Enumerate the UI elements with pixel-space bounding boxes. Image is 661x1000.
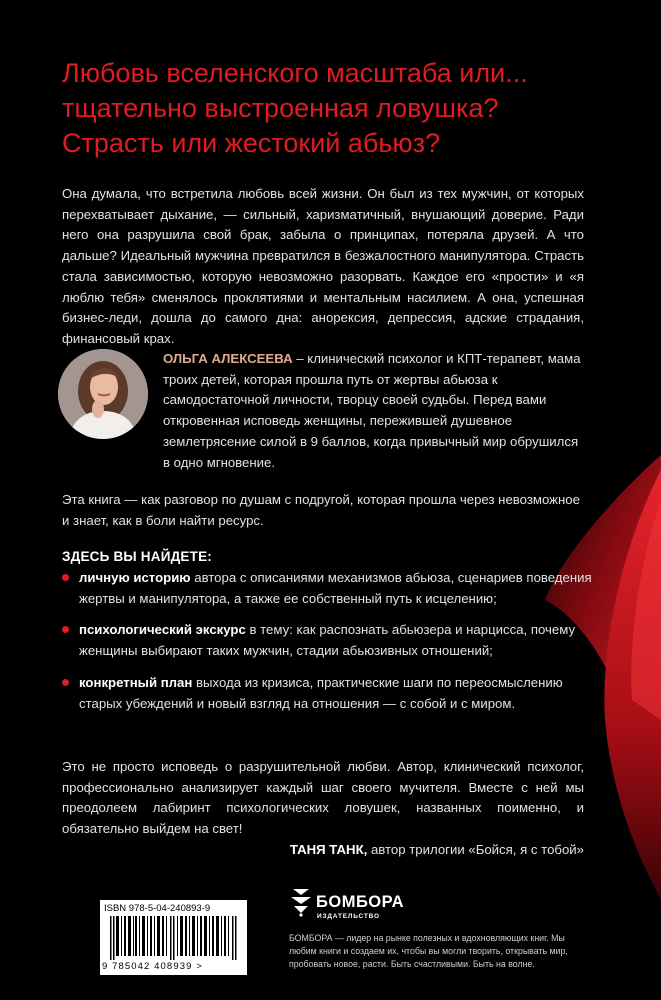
headline-line-3: Страсть или жестокий абьюз? (62, 128, 441, 158)
author-description: – клинический психолог и КПТ-терапевт, мама троих детей, которая прошла путь от жертвы абьюза к самодостаточной личности, творцу своей судьбы. Перед вами откровенная исповедь женщины, пережившей душевное землетрясение силой в 9 баллов, когда привычный мир обрушился в одно мгновение. (163, 351, 581, 470)
headline-line-2: тщательно выстроенная ловушка? (62, 93, 499, 123)
feature-text: в тему: как распознать абьюзера и нарцисса, почему женщины выбирают таких мужчин, стадии абьюзивных отношений; (79, 622, 576, 659)
headline-line-1: Любовь вселенского масштаба или... (62, 58, 528, 88)
barcode (100, 900, 247, 975)
feature-bold: психологический экскурс (79, 622, 246, 638)
barcode-bars (104, 916, 243, 960)
features-list (62, 568, 592, 725)
author-bio (163, 349, 588, 473)
feature-bold: личную историю (79, 570, 191, 585)
publisher-blurb: БОМБОРА — лидер на рынке полезных и вдохновляющих книг. Мы любим книги и создаем их, чтобы вы могли творить, открывать мир, пробовать новое, расти. Быть счастливыми. Быть на волне. (289, 933, 568, 969)
review-signature (200, 840, 584, 861)
feature-text: выхода из кризиса, практические шаги по переосмыслению старых убеждений и новый взгляд на отношения — с собой и с миром. (79, 674, 563, 711)
list-item (62, 620, 592, 661)
publisher-logo-icon (289, 885, 313, 917)
author-photo (58, 349, 148, 439)
features-title: ЗДЕСЬ ВЫ НАЙДЕТЕ: (62, 549, 212, 564)
barcode-digits: 9 785042 408939 > (102, 961, 203, 972)
publisher-subtitle: ИЗДАТЕЛЬСТВО (317, 913, 380, 920)
list-item (62, 568, 592, 609)
conversation-paragraph: Эта книга — как разговор по душам с подругой, которая прошла через невозможное и знает, как в боли найти ресурс. (62, 492, 580, 528)
bullet-icon (62, 574, 69, 581)
list-item (62, 673, 592, 714)
headline (62, 56, 622, 161)
feature-text: автора с описаниями механизмов абьюза, сценариев поведения жертвы и манипулятора, а также ее собственный путь к исцелению; (79, 570, 592, 606)
feature-bold: конкретный план (79, 674, 193, 690)
intro-paragraph: Она думала, что встретила любовь всей жизни. Он был из тех мужчин, от которых перехватывает дыхание, — сильный, харизматичный, внушающий доверие. Ради него она разрушила свой брак, забыла о принципах, потеряла друзей. А что дальше? Идеальный мужчина превратился в безжалостного манипулятора. Страсть стала зависимостью, которую невозможно разорвать. Каждое его «прости» и «я люблю тебя» сменялось проклятиями и ментальным насилием. А она, успешная бизнес-леди, дошла до самого дна: анорексия, депрессия, адские страдания, финансовый крах. (62, 186, 584, 346)
author-name: ОЛЬГА АЛЕКСЕЕВА (163, 351, 293, 366)
bullet-icon (62, 679, 69, 686)
review-author-note: автор трилогии «Бойся, я с тобой» (367, 842, 584, 857)
publisher-name: БОМБОРА (316, 893, 405, 911)
isbn-text: ISBN 978-5-04-240893-9 (104, 903, 211, 914)
review-author: ТАНЯ ТАНК, (289, 842, 368, 857)
bullet-icon (62, 626, 69, 633)
review-quote: Это не просто исповедь о разрушительной любви. Автор, клинический психолог, профессионально анализирует каждый шаг своего мучителя. Вместе с ней мы преодолеем лабиринт психологических ловушек, названных поименно, и обязательно выйдем на свет! (62, 759, 584, 837)
